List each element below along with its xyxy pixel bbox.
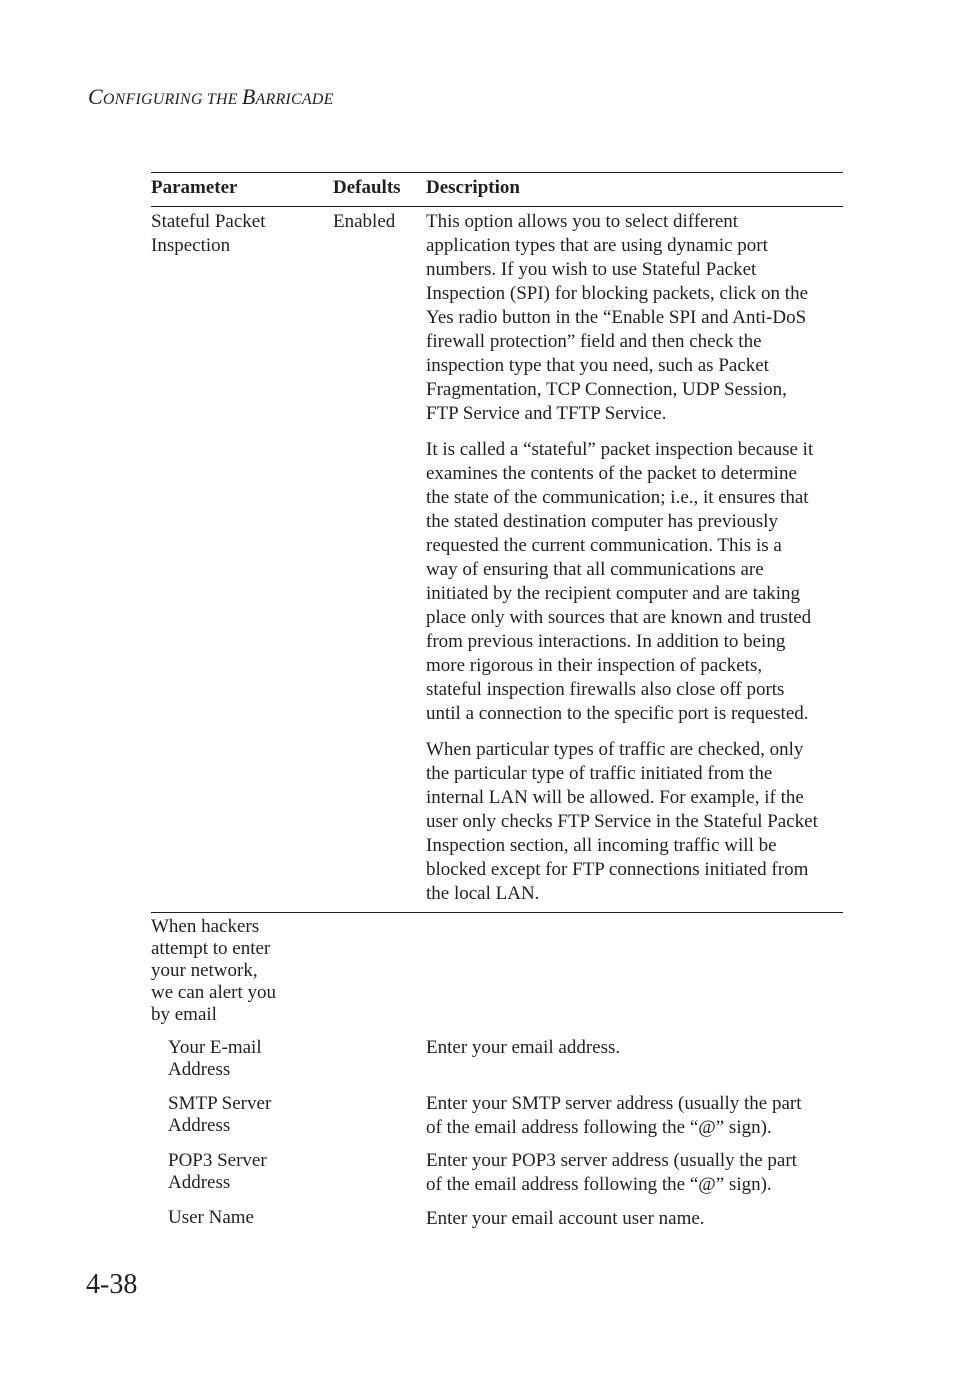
smtp-server-description: Enter your SMTP server address (usually the part of the email address following the “@” sign). bbox=[426, 1093, 802, 1138]
user-name-parameter: User Name bbox=[168, 1207, 254, 1228]
email-address-parameter: Your E-mail Address bbox=[168, 1037, 262, 1080]
running-header bbox=[88, 83, 334, 114]
email-alert-label: When hackers attempt to enter your network, we can alert you by email bbox=[151, 916, 277, 1025]
table-top-rule bbox=[151, 172, 843, 173]
spi-description-paragraph-1: This option allows you to select different application types that are using dynamic port numbers. If you wish to use Stateful Packet Inspection (SPI) for blocking packets, click on the Yes radio button in the “Enable SPI and Anti-DoS firewall protection” field and then check the inspection type that you need, such as Packet Fragmentation, TCP Connection, UDP Session, FTP Service and TFTP Service. bbox=[426, 211, 809, 424]
table-row-rule bbox=[151, 912, 843, 913]
running-header-rest-2: ARRICADE bbox=[255, 91, 334, 108]
table-header-rule bbox=[151, 206, 843, 207]
running-header-rest: ONFIGURING THE bbox=[102, 91, 242, 108]
column-header-parameter: Parameter bbox=[151, 177, 238, 198]
user-name-description: Enter your email account user name. bbox=[426, 1208, 705, 1229]
column-header-defaults: Defaults bbox=[333, 177, 401, 198]
running-header-initial: C bbox=[88, 84, 103, 109]
page-number: 4-38 bbox=[86, 1269, 138, 1300]
running-header-initial-2: B bbox=[241, 84, 256, 109]
pop3-server-description: Enter your POP3 server address (usually the part of the email address following the “@” sign). bbox=[426, 1150, 797, 1195]
email-address-description: Enter your email address. bbox=[426, 1037, 621, 1058]
spi-description-paragraph-2: It is called a “stateful” packet inspection because it examines the contents of the packet to determine the state of the communication; i.e., it ensures that the stated destination computer has previously requested the current communication. This is a way of ensuring that all communications are initiated by the recipient computer and are taking place only with sources that are known and trusted from previous interactions. In addition to being more rigorous in their inspection of packets, stateful inspection firewalls also close off ports until a connection to the specific port is requested. bbox=[426, 439, 814, 724]
spi-default: Enabled bbox=[333, 211, 396, 232]
spi-description-paragraph-3: When particular types of traffic are checked, only the particular type of traffic initiated from the internal LAN will be allowed. For example, if the user only checks FTP Service in the Stateful Packet Inspection section, all incoming traffic will be blocked except for FTP connections initiated from the local LAN. bbox=[426, 739, 818, 904]
spi-parameter: Stateful Packet Inspection bbox=[151, 211, 266, 256]
column-header-description: Description bbox=[426, 177, 520, 198]
smtp-server-parameter: SMTP Server Address bbox=[168, 1093, 272, 1136]
pop3-server-parameter: POP3 Server Address bbox=[168, 1150, 267, 1193]
